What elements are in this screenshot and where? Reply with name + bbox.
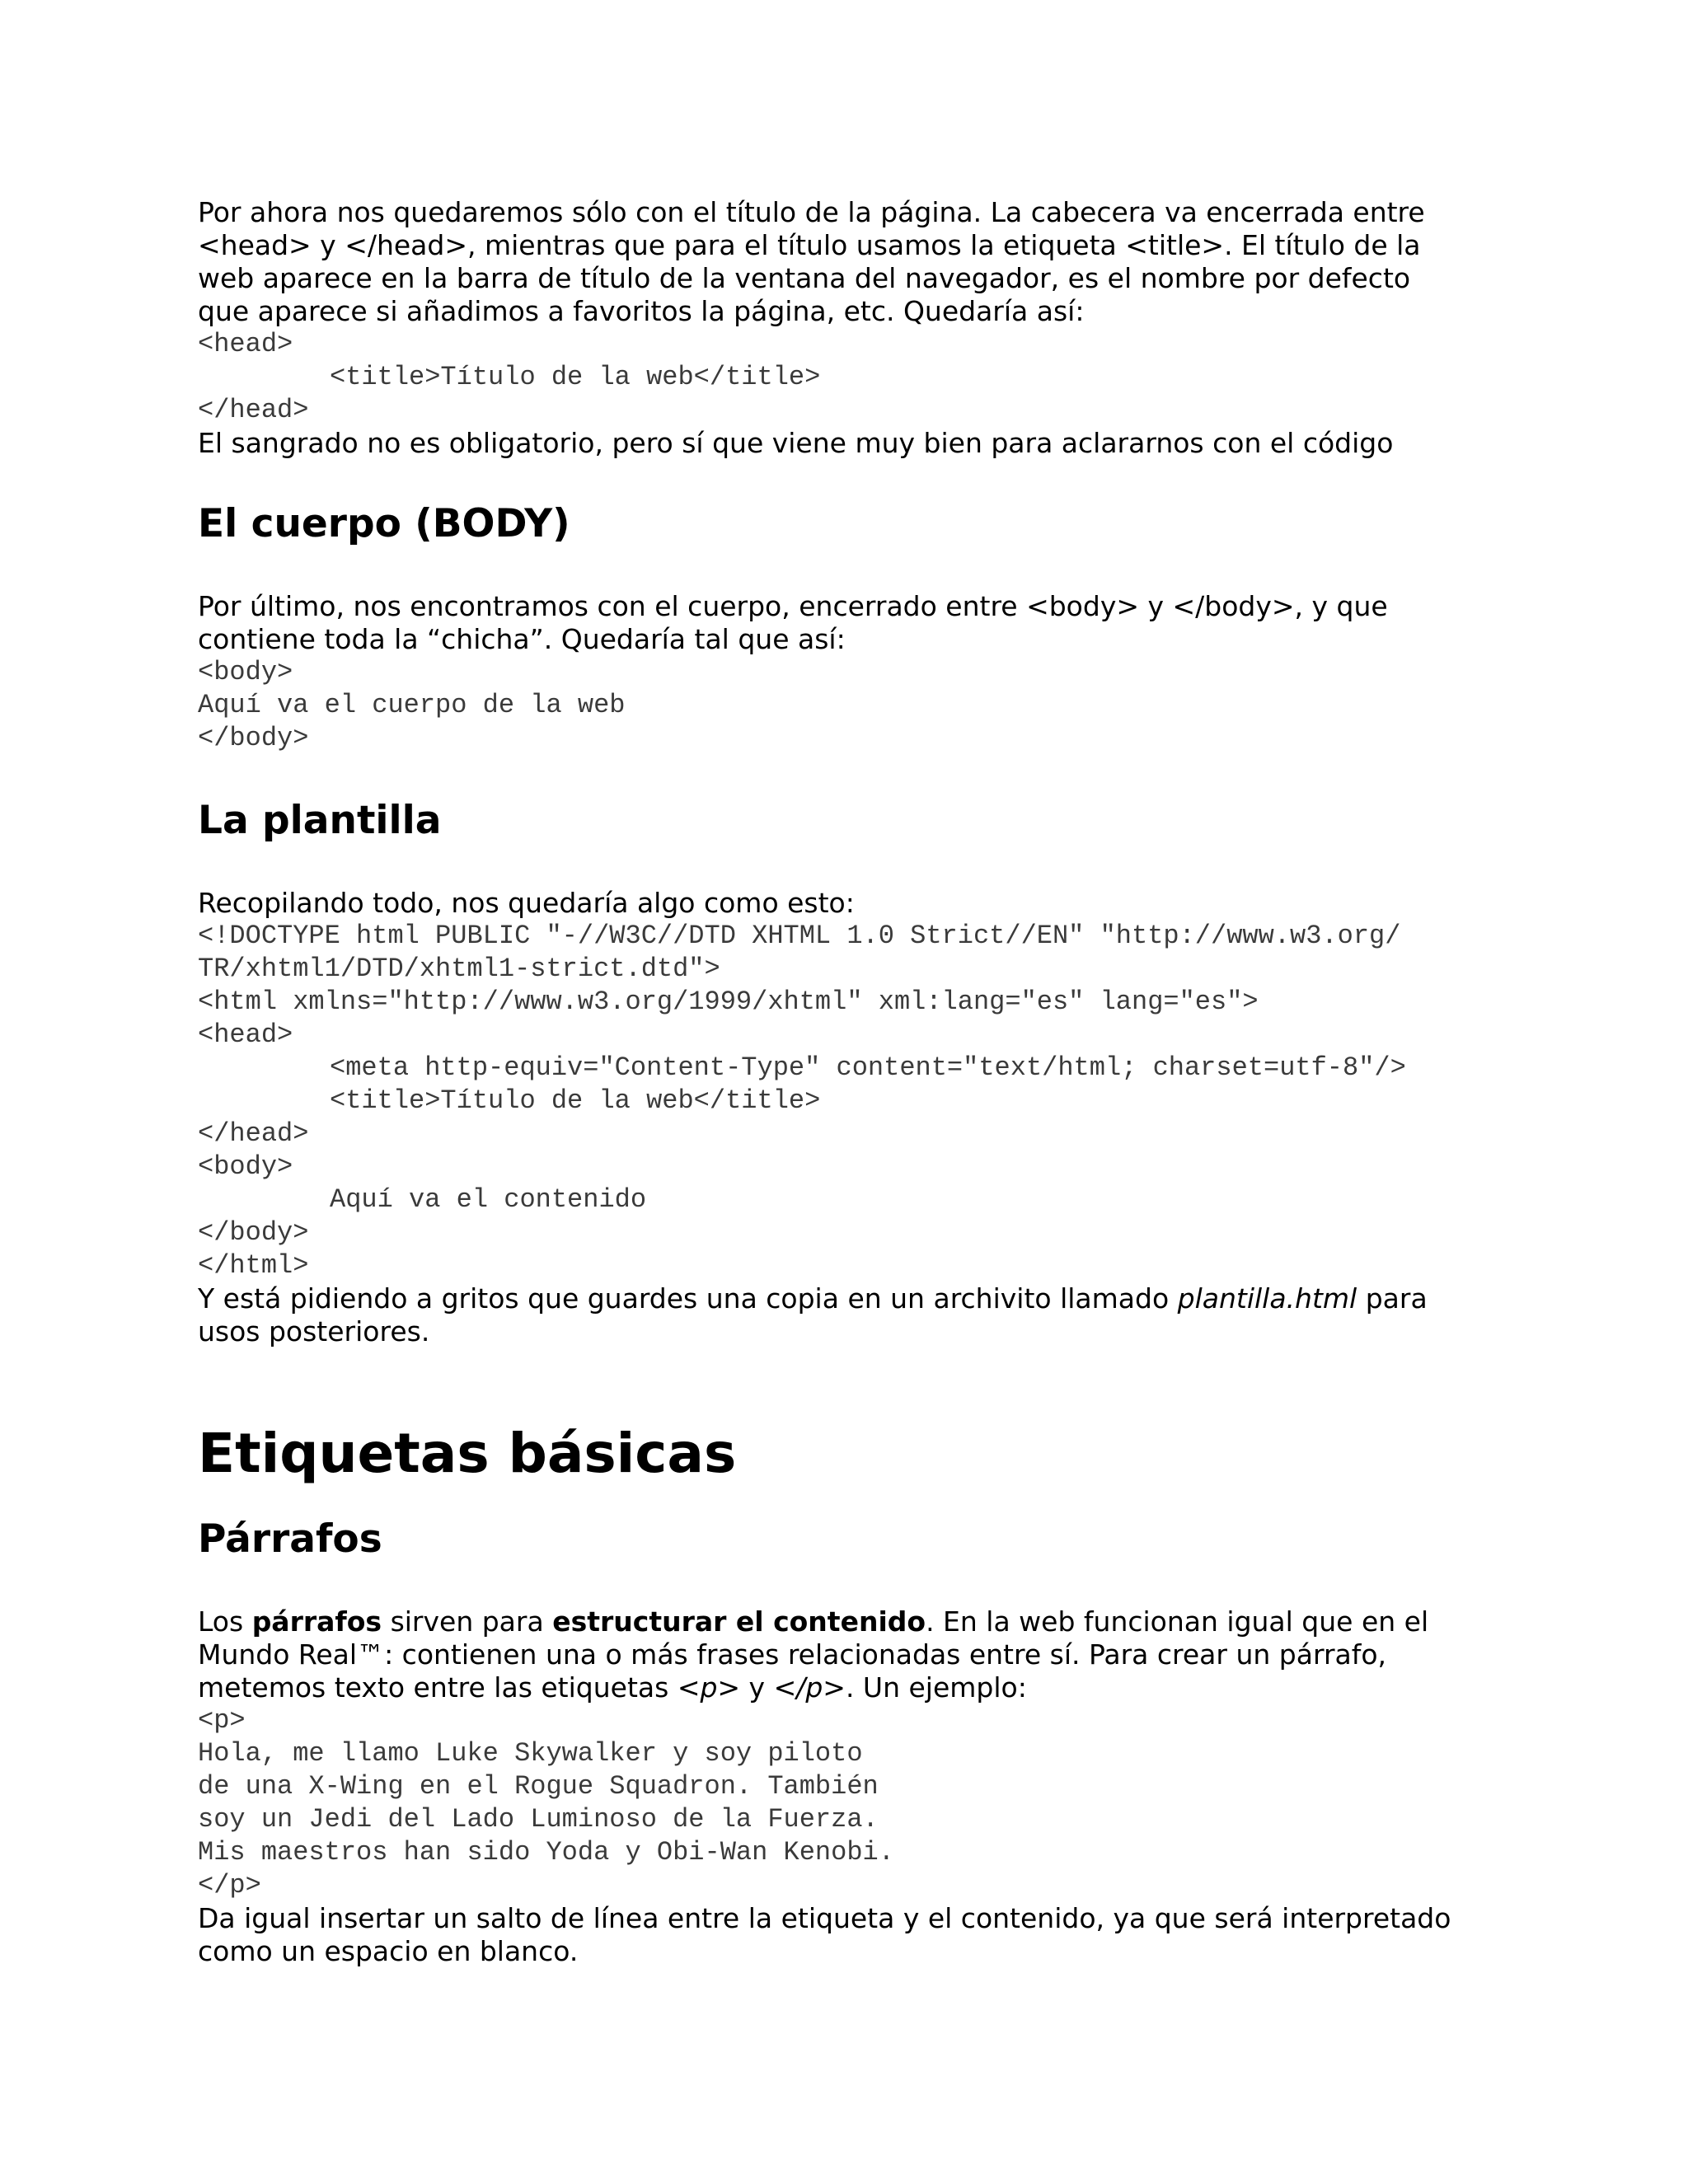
code-line: Aquí va el contenido — [330, 1184, 647, 1215]
code-line: <html xmlns="http://www.w3.org/1999/xhtml" xml:lang="es" lang="es"> — [198, 987, 1259, 1017]
code-line: <!DOCTYPE html PUBLIC "-//W3C//DTD XHTML 1.0 Strict//EN" "http://www.w3.org/ — [198, 921, 1401, 951]
code-line: </p> — [198, 1870, 261, 1900]
code-line: </body> — [198, 1217, 309, 1248]
chapter-heading: Etiquetas básicas — [198, 1422, 737, 1485]
intro-line: que aparece si añadimos a favoritos la página, etc. Quedaría así: — [198, 295, 1085, 327]
code-line: <title>Título de la web</title> — [330, 1085, 821, 1116]
intro-line: web aparece en la barra de título de la ventana del navegador, es el nombre por defecto — [198, 262, 1411, 294]
code-line: Hola, me llamo Luke Skywalker y soy piloto — [198, 1738, 863, 1769]
template-filename: plantilla.html — [1177, 1282, 1357, 1315]
text-run: y — [740, 1671, 774, 1704]
code-line: <body> — [198, 657, 293, 687]
template-outro-text: Y está pidiendo a gritos que guardes una copia en un archivito llamado — [198, 1282, 1178, 1315]
template-intro: Recopilando todo, nos quedaría algo como esto: — [198, 887, 855, 919]
code-line: </head> — [198, 395, 309, 425]
code-line: soy un Jedi del Lado Luminoso de la Fuerza. — [198, 1804, 879, 1835]
template-outro — [198, 1282, 1484, 1315]
text-run: metemos texto entre las etiquetas — [198, 1671, 678, 1704]
bold-term: párrafos — [251, 1605, 382, 1638]
indent-note: El sangrado no es obligatorio, pero sí que viene muy bien para aclararnos con el código — [198, 427, 1394, 459]
code-line: </head> — [198, 1118, 309, 1149]
code-line: <p> — [198, 1705, 246, 1736]
heading-template: La plantilla — [198, 798, 442, 843]
code-line: <head> — [198, 329, 293, 359]
code-line: TR/xhtml1/DTD/xhtml1-strict.dtd"> — [198, 954, 720, 984]
bold-term: estructurar el contenido — [552, 1605, 926, 1638]
text-run: Los — [198, 1605, 252, 1638]
body-text-line: Por último, nos encontramos con el cuerpo, encerrado entre <body> y </body>, y que — [198, 590, 1388, 622]
code-line: <meta http-equiv="Content-Type" content="text/html; charset=utf-8"/> — [330, 1052, 1406, 1083]
code-line: Aquí va el cuerpo de la web — [198, 690, 626, 720]
code-line: <body> — [198, 1151, 293, 1182]
heading-paragraphs: Párrafos — [198, 1516, 382, 1562]
code-line: <title>Título de la web</title> — [330, 362, 821, 392]
paragraphs-text-line: Mundo Real™: contienen una o más frases relacionadas entre sí. Para crear un párrafo, — [198, 1638, 1387, 1671]
intro-line: <head> y </head>, mientras que para el título usamos la etiqueta <title>. El título de la — [198, 229, 1421, 261]
paragraphs-text-line — [198, 1605, 1484, 1638]
italic-tag: </p> — [773, 1671, 846, 1704]
text-run: . En la web funcionan igual que en el — [926, 1605, 1429, 1638]
text-run: . Un ejemplo: — [845, 1671, 1027, 1704]
body-text-line: contiene toda la “chicha”. Quedaría tal que así: — [198, 623, 846, 655]
paragraphs-outro-line: como un espacio en blanco. — [198, 1935, 579, 1967]
intro-line: Por ahora nos quedaremos sólo con el título de la página. La cabecera va encerrada entre — [198, 196, 1425, 228]
paragraphs-text-line — [198, 1671, 1484, 1704]
document-page — [198, 196, 1484, 1968]
paragraphs-outro-line: Da igual insertar un salto de línea entre la etiqueta y el contenido, ya que será interpretado — [198, 1902, 1451, 1934]
template-outro-text: para — [1357, 1282, 1428, 1315]
heading-body: El cuerpo (BODY) — [198, 501, 570, 546]
code-line: </body> — [198, 723, 309, 753]
text-run: sirven para — [382, 1605, 553, 1638]
template-outro-line: usos posteriores. — [198, 1315, 430, 1347]
code-line: de una X-Wing en el Rogue Squadron. También — [198, 1771, 879, 1802]
code-line: <head> — [198, 1019, 293, 1050]
code-line: </html> — [198, 1250, 309, 1281]
italic-tag: <p> — [677, 1671, 741, 1704]
code-line: Mis maestros han sido Yoda y Obi-Wan Kenobi. — [198, 1837, 894, 1868]
